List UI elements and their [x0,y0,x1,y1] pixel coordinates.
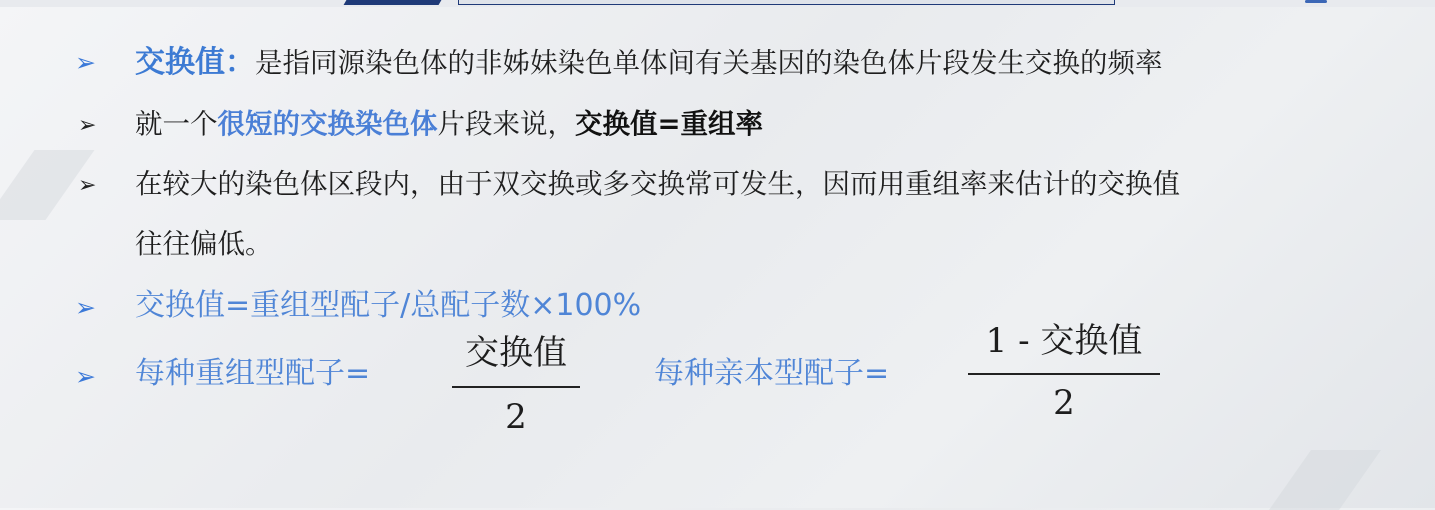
slide-top-bar [0,0,1435,7]
bullet-icon: ➢ [75,48,96,77]
background-watermark [1269,450,1381,510]
fraction-denominator: 2 [505,397,527,437]
large-segment-line-1: 在较大的染色体区段内，由于双交换或多交换常可发生，因而用重组率来估计的交换值 [135,168,1180,200]
term-definition: 是指同源染色体的非姊妹染色单体间有关基因的染色体片段发生交换的频率 [255,47,1163,79]
parental-gamete-label: 每种亲本型配子= [654,356,890,391]
bullet-icon: ➢ [78,113,97,138]
conclusion-text: 交换值=重组率 [575,108,764,140]
definition-line [135,45,1163,80]
large-segment-line-2: 往往偏低。 [135,228,273,260]
short-segment-line [135,108,764,140]
bullet-icon: ➢ [78,173,97,198]
fraction-numerator: 交换值 [465,333,567,373]
line-prefix: 就一个 [135,108,218,140]
fraction-bar [968,373,1160,375]
top-bar-tab [458,0,1115,5]
parental-fraction [968,321,1160,424]
fraction-bar [452,386,580,388]
highlight-text: 很短的交换染色体 [217,108,438,140]
fraction-denominator: 2 [1053,383,1075,423]
bullet-icon: ➢ [75,362,96,391]
top-bar-indicator [1305,0,1327,3]
line-middle: 片段来说， [437,108,575,140]
term-label: 交换值： [135,45,255,80]
bullet-icon: ➢ [75,293,96,322]
fraction-numerator: 1 - 交换值 [985,321,1143,361]
exchange-value-formula: 交换值=重组型配子/总配子数×100% [135,288,642,323]
recombinant-fraction [452,333,580,437]
top-bar-accent [344,0,442,5]
recombinant-gamete-label: 每种重组型配子= [135,356,371,391]
